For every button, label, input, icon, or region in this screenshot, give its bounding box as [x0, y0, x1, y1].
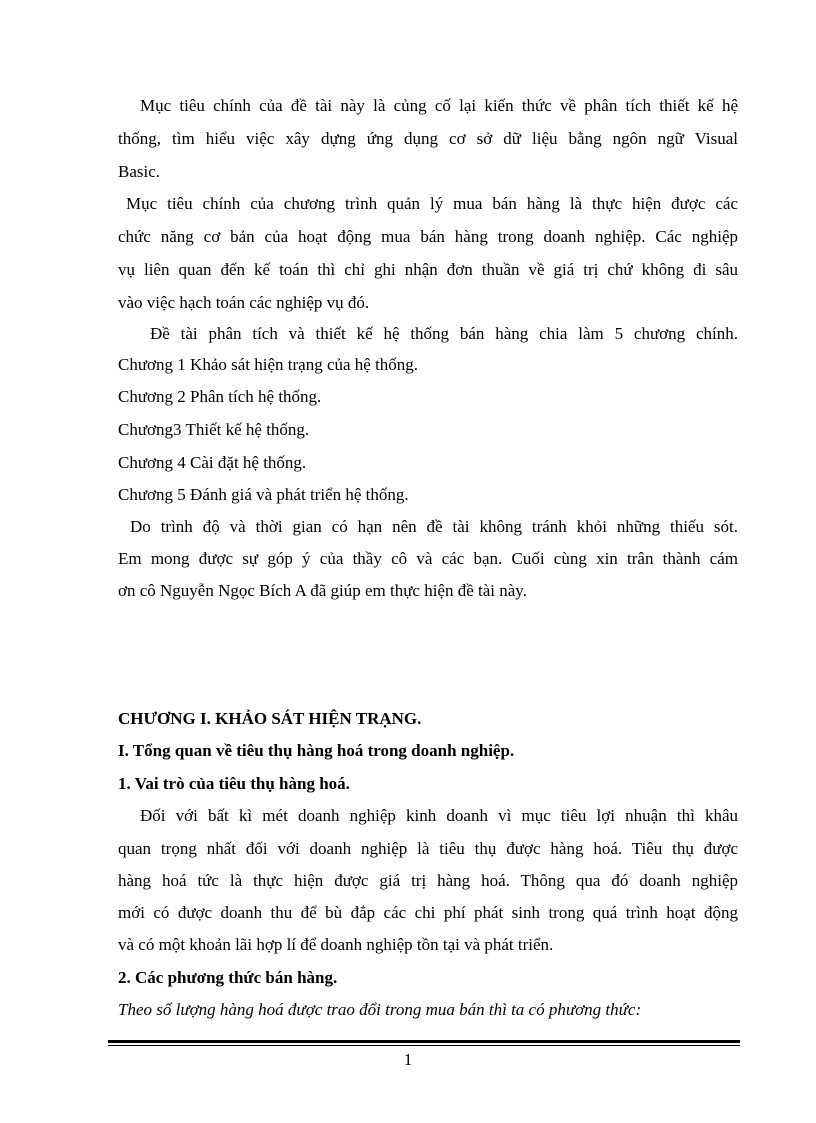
paragraph-line: mới có được doanh thu để bù đắp các chi phí phát sinh trong quá trình hoạt động: [118, 903, 738, 922]
italic-paragraph-line: Theo số lượng hàng hoá được trao đổi trong mua bán thì ta có phương thức:: [118, 1000, 642, 1019]
section-heading: I. Tổng quan về tiêu thụ hàng hoá trong doanh nghiệp.: [118, 741, 515, 760]
paragraph-line: Basic.: [118, 162, 161, 181]
chapter-list-item: Chương3 Thiết kế hệ thống.: [118, 420, 310, 439]
paragraph-line: Đối với bất kì mét doanh nghiệp kinh doanh vì mục tiêu lợi nhuận thì khâu: [140, 806, 738, 825]
paragraph-line: Mục tiêu chính của chương trình quản lý mua bán hàng là thực hiện được các: [126, 194, 738, 213]
page-number: 1: [403, 1050, 413, 1069]
paragraph-line: vụ liên quan đến kế toán thì chỉ ghi nhận đơn thuần về giá trị chứ không đi sâu: [118, 260, 738, 279]
paragraph-line: vào việc hạch toán các nghiệp vụ đó.: [118, 293, 370, 312]
paragraph-line: thống, tìm hiểu việc xây dựng ứng dụng cơ sở dữ liệu bằng ngôn ngữ Visual: [118, 129, 738, 148]
paragraph-line: chức năng cơ bản của hoạt động mua bán hàng trong doanh nghiệp. Các nghiệp: [118, 227, 738, 246]
chapter-list-item: Chương 5 Đánh giá và phát triển hệ thống.: [118, 485, 409, 504]
chapter-list-item: Chương 2 Phân tích hệ thống.: [118, 387, 322, 406]
chapter-list-item: Chương 4 Cài đặt hệ thống.: [118, 453, 307, 472]
chapter-heading: CHƯƠNG I. KHẢO SÁT HIỆN TRẠNG.: [118, 709, 422, 728]
paragraph-line: Đề tài phân tích và thiết kế hệ thống bán hàng chia làm 5 chương chính.: [150, 324, 738, 343]
paragraph-line: quan trọng nhất đối với doanh nghiệp là tiêu thụ được hàng hoá. Tiêu thụ được: [118, 839, 738, 858]
footer-rule-thick: [108, 1040, 740, 1043]
paragraph-line: Mục tiêu chính của đề tài này là củng cố lại kiến thức về phân tích thiết kế hệ: [140, 96, 738, 115]
paragraph-line: Em mong được sự góp ý của thầy cô và các bạn. Cuối cùng xin trân thành cám: [118, 549, 738, 568]
footer-rule-thin: [108, 1045, 740, 1046]
paragraph-line: ơn cô Nguyễn Ngọc Bích A đã giúp em thực hiện đề tài này.: [118, 581, 527, 600]
paragraph-line: và có một khoản lãi hợp lí để doanh nghiệp tồn tại và phát triển.: [118, 935, 554, 954]
paragraph-line: Do trình độ và thời gian có hạn nên đề tài không tránh khỏi những thiếu sót.: [130, 517, 738, 536]
subsection-heading: 1. Vai trò của tiêu thụ hàng hoá.: [118, 774, 350, 793]
subsection-heading: 2. Các phương thức bán hàng.: [118, 968, 338, 987]
chapter-list-item: Chương 1 Khảo sát hiện trạng của hệ thống.: [118, 355, 419, 374]
paragraph-line: hàng hoá tức là thực hiện được giá trị hàng hoá. Thông qua đó doanh nghiệp: [118, 871, 738, 890]
